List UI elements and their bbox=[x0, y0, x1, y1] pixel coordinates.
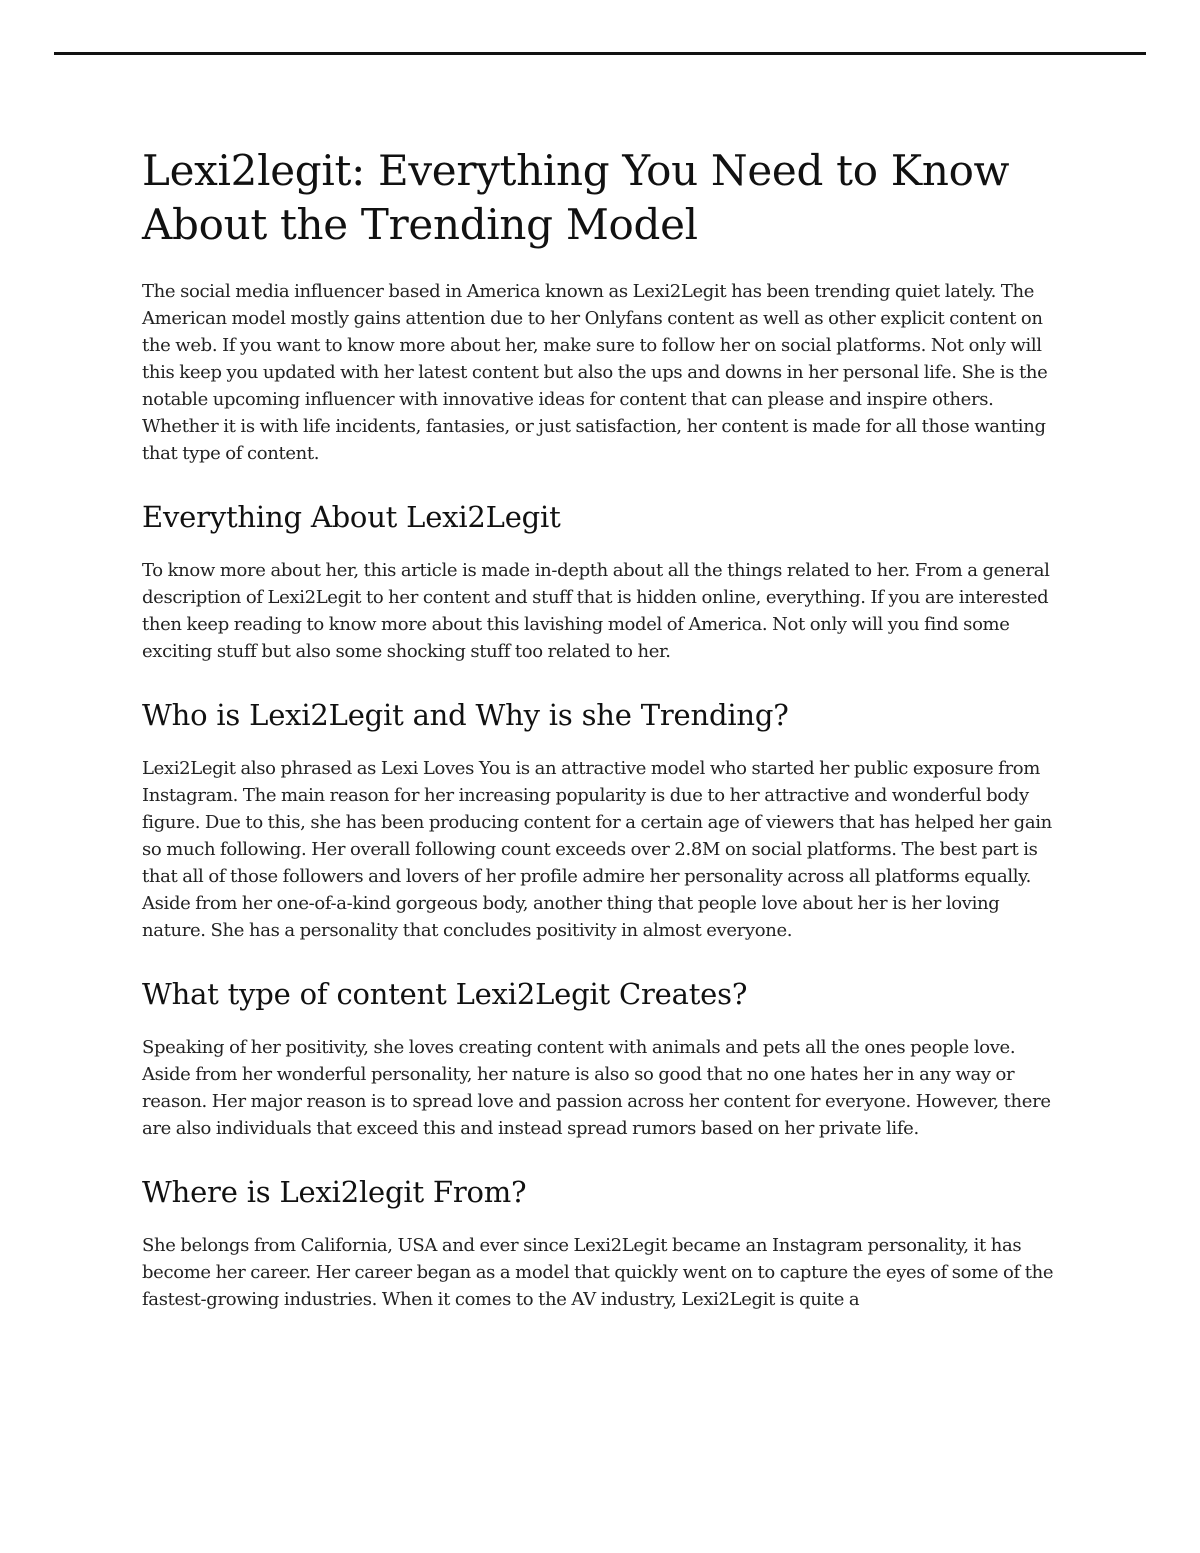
page-title: Lexi2legit: Everything You Need to Know About the Trending Model bbox=[142, 146, 1010, 249]
section-paragraph-everything-about: To know more about her, this article is made in-depth about all the things related to her. From a general description of Lexi2Legit to her content and stuff that is hidden online, everything. If you are interested then keep reading to know more about this lavishing model of America. Not only will you find some exciting stuff but also some shocking stuff too related to her. bbox=[142, 560, 1050, 662]
section-heading-content-type: What type of content Lexi2Legit Creates? bbox=[142, 977, 748, 1011]
intro-paragraph: The social media influencer based in America known as Lexi2Legit has been trending quiet lately. The American model mostly gains attention due to her Onlyfans content as well as other explicit content on the web. If you want to know more about her, make sure to follow her on social platforms. Not only will this keep you updated with her latest content but also the ups and downs in her personal life. She is the notable upcoming influencer with innovative ideas for content that can please and inspire others. Whether it is with life incidents, fantasies, or just satisfaction, her content is made for all those wanting that type of content. bbox=[142, 281, 1048, 464]
article-body bbox=[142, 144, 1066, 1313]
top-divider bbox=[54, 52, 1146, 55]
section-paragraph-who-is: Lexi2Legit also phrased as Lexi Loves You is an attractive model who started her public exposure from Instagram. The main reason for her increasing popularity is due to her attractive and wonderful body figure. Due to this, she has been producing content for a certain age of viewers that has helped her gain so much following. Her overall following count exceeds over 2.8M on social platforms. The best part is that all of those followers and lovers of her profile admire her personality across all platforms equally. Aside from her one-of-a-kind gorgeous body, another thing that people love about her is her loving nature. She has a personality that concludes positivity in almost everyone. bbox=[142, 758, 1052, 941]
section-heading-everything-about: Everything About Lexi2Legit bbox=[142, 500, 561, 534]
section-paragraph-where-from: She belongs from California, USA and ever since Lexi2Legit became an Instagram personality, it has become her career. Her career began as a model that quickly went on to capture the eyes of some of the fastest-growing industries. When it comes to the AV industry, Lexi2Legit is quite a bbox=[142, 1235, 1054, 1310]
section-heading-where-from: Where is Lexi2legit From? bbox=[142, 1175, 527, 1209]
section-paragraph-content-type: Speaking of her positivity, she loves creating content with animals and pets all the ones people love. Aside from her wonderful personality, her nature is also so good that no one hates her in any way or reason. Her major reason is to spread love and passion across her content for everyone. However, there are also individuals that exceed this and instead spread rumors based on her private life. bbox=[142, 1037, 1051, 1139]
section-heading-who-is: Who is Lexi2Legit and Why is she Trending? bbox=[142, 698, 789, 732]
